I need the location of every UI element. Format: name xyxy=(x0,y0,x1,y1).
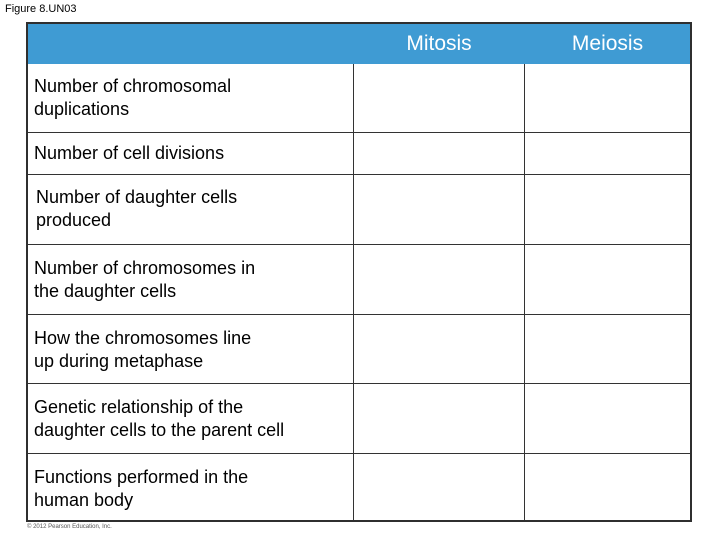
table-row xyxy=(28,314,690,384)
row-label: How the chromosomes line up during metaphase xyxy=(34,328,252,371)
row-label: Number of chromosomes in the daughter cells xyxy=(34,258,256,301)
table-row xyxy=(28,174,690,245)
row-label: Number of chromosomal duplications xyxy=(34,76,232,119)
comparison-table xyxy=(26,22,692,522)
header-meiosis: Meiosis xyxy=(571,32,644,55)
header-mitosis: Mitosis xyxy=(406,32,472,55)
row-label: Number of cell divisions xyxy=(34,143,225,163)
table-row xyxy=(28,244,690,315)
row-label: Functions performed in the human body xyxy=(34,467,249,510)
row-label: Genetic relationship of the daughter cells to the parent cell xyxy=(34,397,285,440)
row-label: Number of daughter cells produced xyxy=(36,187,238,230)
table-row xyxy=(28,383,690,454)
table-row xyxy=(28,453,690,521)
table-header xyxy=(28,24,690,64)
copyright-notice: © 2012 Pearson Education, Inc. xyxy=(27,524,112,530)
table-row xyxy=(28,64,690,132)
figure-label: Figure 8.UN03 xyxy=(5,3,77,15)
table-row xyxy=(28,132,690,175)
